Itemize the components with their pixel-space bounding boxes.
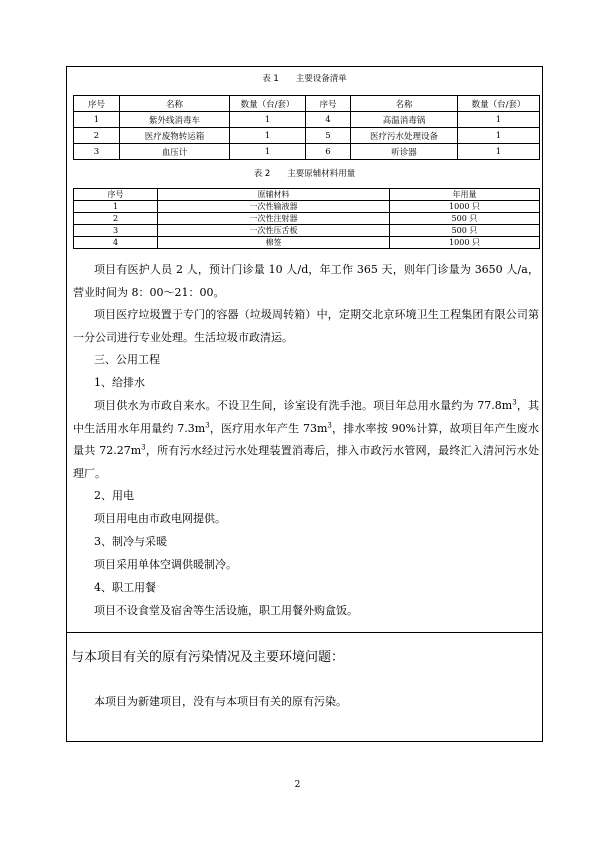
table-cell: 一次性压舌板: [158, 225, 390, 237]
table-cell: 1: [458, 112, 540, 128]
table-row: [74, 112, 540, 128]
table-header-cell: 数量（台/套）: [458, 96, 540, 112]
table-cell: 血压计: [120, 144, 230, 160]
table1-caption: 表 1 主要设备清单: [262, 74, 347, 84]
power-heading: 2、用电: [94, 489, 134, 502]
section-body: 本项目为新建项目，没有与本项目有关的原有污染。: [94, 695, 347, 708]
table-cell: 医疗废物转运箱: [120, 128, 230, 144]
materials-table: [73, 188, 540, 249]
meal-paragraph: 项目不设食堂及宿舍等生活设施，职工用餐外购盒饭。: [94, 604, 358, 617]
table-cell: 1: [458, 144, 540, 160]
section-title: 与本项目有关的原有污染情况及主要环境问题：: [71, 650, 345, 665]
table-cell: 紫外线消毒车: [120, 112, 230, 128]
table-cell: 1: [230, 112, 306, 128]
table-cell: 1000 只: [390, 237, 540, 249]
table-header-cell: 名称: [120, 96, 230, 112]
table-cell: 500 只: [390, 225, 540, 237]
table-row: [74, 225, 540, 237]
table-cell: 一次性输液器: [158, 201, 390, 213]
table-cell: 1: [230, 144, 306, 160]
table-cell: 高温消毒锅: [351, 112, 458, 128]
table-cell: 1: [74, 112, 120, 128]
table-cell: 1: [74, 201, 158, 213]
table-row: [74, 213, 540, 225]
table-cell: 1: [230, 128, 306, 144]
table-cell: 4: [74, 237, 158, 249]
table-cell: 4: [306, 112, 351, 128]
table-header-cell: 原辅材料: [158, 189, 390, 201]
equipment-table: [73, 95, 540, 160]
table-row: [74, 201, 540, 213]
table-row: [74, 144, 540, 160]
table-cell: 医疗污水处理设备: [351, 128, 458, 144]
table-cell: 1000 只: [390, 201, 540, 213]
table-cell: 500 只: [390, 213, 540, 225]
page-number: 2: [294, 780, 301, 790]
public-works-heading: 三、公用工程: [94, 353, 160, 366]
table-cell: 1: [458, 128, 540, 144]
hvac-heading: 3、制冷与采暖: [94, 535, 167, 548]
table-header-cell: 年用量: [390, 189, 540, 201]
water-paragraph: 项目供水为市政自来水。不设卫生间，诊室设有洗手池。项目年总用水量约为 $77.8m^3$，其中生活用水年用量约 $7.3m^3$，医疗用水年产生 $73m^3$，排水率按 90%计算，故项目年产生废水量共 $72.27m^3$，所有污水经过污水处理装置消毒后，排入市政污水管网，最终汇入清河污水处理厂。: [73, 398, 540, 480]
medical-waste-paragraph: 项目医疗垃圾置于专门的容器（垃圾周转箱）中，定期交北京环境卫生工程集团有限公司第一分公司进行专业处理。生活垃圾市政清运。: [73, 308, 539, 344]
water-heading: 1、给排水: [94, 376, 145, 389]
table-cell: 6: [306, 144, 351, 160]
table-row: [74, 128, 540, 144]
table-cell: 3: [74, 225, 158, 237]
table-cell: 5: [306, 128, 351, 144]
power-paragraph: 项目用电由市政电网提供。: [94, 512, 226, 525]
table-cell: 听诊器: [351, 144, 458, 160]
section-divider: [67, 632, 542, 633]
table-row: [74, 237, 540, 249]
table-header-cell: 序号: [74, 189, 158, 201]
table-header-row: [74, 189, 540, 201]
table-header-row: [74, 96, 540, 112]
table-header-cell: 数量（台/套）: [230, 96, 306, 112]
hvac-paragraph: 项目采用单体空调供暖制冷。: [94, 558, 237, 571]
staff-paragraph: 项目有医护人员 2 人，预计门诊量 10 人/d，年工作 365 天，则年门诊量为 3650 人/a，营业时间为 8：00～21：00。: [73, 263, 539, 299]
table-cell: 一次性注射器: [158, 213, 390, 225]
table2-caption: 表 2 主要原辅材料用量: [253, 169, 356, 179]
table-cell: 2: [74, 128, 120, 144]
form-frame: [66, 66, 543, 742]
table-header-cell: 名称: [351, 96, 458, 112]
table-cell: 棉签: [158, 237, 390, 249]
table-cell: 3: [74, 144, 120, 160]
meal-heading: 4、职工用餐: [94, 581, 156, 594]
table-header-cell: 序号: [306, 96, 351, 112]
table-header-cell: 序号: [74, 96, 120, 112]
table-cell: 2: [74, 213, 158, 225]
